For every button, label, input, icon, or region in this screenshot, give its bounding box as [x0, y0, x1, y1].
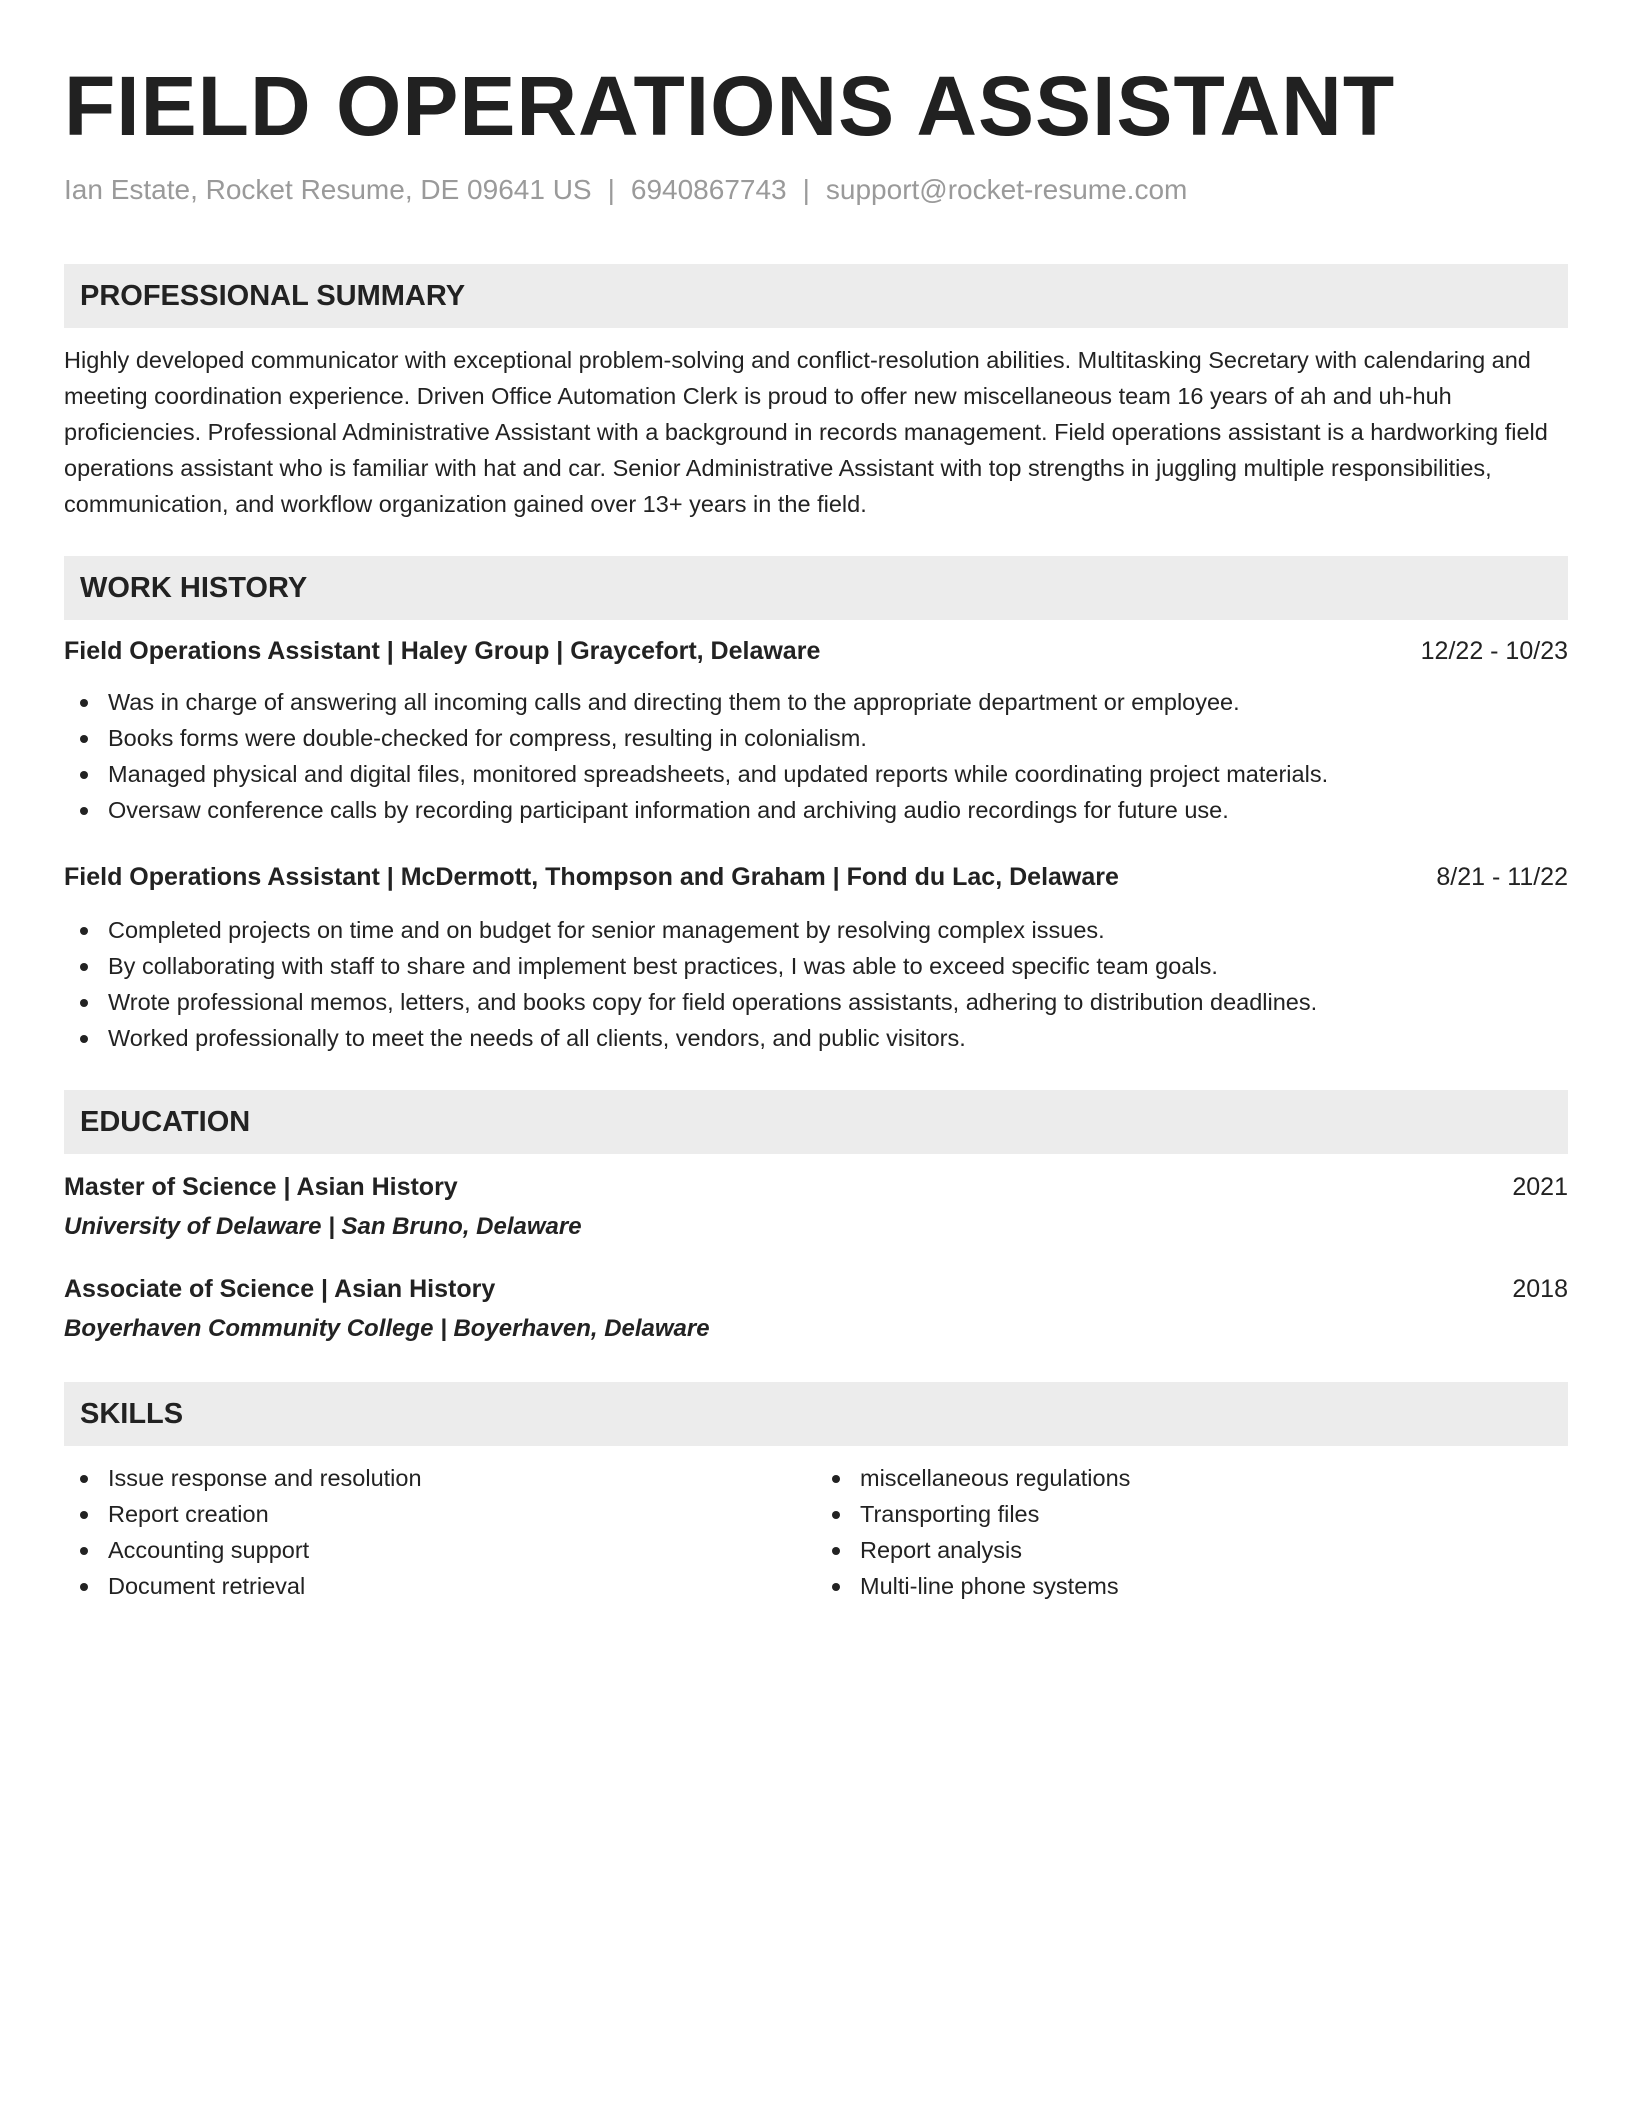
job-dates: 12/22 - 10/23	[1420, 637, 1568, 665]
skill-item: miscellaneous regulations	[816, 1460, 1568, 1496]
skill-item: Issue response and resolution	[64, 1460, 816, 1496]
education-year: 2021	[1512, 1173, 1568, 1201]
job-bullet: Wrote professional memos, letters, and books copy for field operations assistants, adhering to distribution deadlines.	[64, 984, 1568, 1020]
job-entry	[64, 860, 1568, 1056]
job-bullet: Managed physical and digital files, monitored spreadsheets, and updated reports while coordinating project materials.	[64, 756, 1568, 792]
job-bullet: Oversaw conference calls by recording participant information and archiving audio recordings for future use.	[64, 792, 1568, 828]
section-title: WORK HISTORY	[80, 571, 308, 604]
job-dates: 8/21 - 11/22	[1436, 863, 1568, 891]
job-header	[64, 860, 1568, 894]
contact-line	[64, 170, 1568, 210]
job-title: Field Operations Assistant | Haley Group | Graycefort, Delaware	[64, 637, 821, 665]
job-title: Field Operations Assistant | McDermott, Thompson and Graham | Fond du Lac, Delaware	[64, 863, 1119, 891]
skill-item: Report analysis	[816, 1532, 1568, 1568]
education-entry	[64, 1272, 1568, 1346]
skill-item: Accounting support	[64, 1532, 816, 1568]
job-bullet: Worked professionally to meet the needs of all clients, vendors, and public visitors.	[64, 1020, 1568, 1056]
contact-separator: |	[802, 174, 810, 205]
skills-grid	[64, 1460, 1568, 1604]
skills-list	[816, 1460, 1568, 1604]
job-entry	[64, 634, 1568, 828]
skills-column-right	[816, 1460, 1568, 1604]
contact-address: Ian Estate, Rocket Resume, DE 09641 US	[64, 174, 592, 205]
section-title: PROFESSIONAL SUMMARY	[80, 279, 466, 312]
skill-item: Report creation	[64, 1496, 816, 1532]
job-bullet: Books forms were double-checked for compress, resulting in colonialism.	[64, 720, 1568, 756]
job-bullet-list	[64, 684, 1568, 828]
skill-item: Transporting files	[816, 1496, 1568, 1532]
contact-phone: 6940867743	[630, 174, 787, 205]
education-header	[64, 1170, 1568, 1204]
education-degree: Master of Science | Asian History	[64, 1173, 458, 1201]
skills-list	[64, 1460, 816, 1604]
job-bullet: By collaborating with staff to share and implement best practices, I was able to exceed specific team goals.	[64, 948, 1568, 984]
job-bullet: Was in charge of answering all incoming calls and directing them to the appropriate department or employee.	[64, 684, 1568, 720]
education-degree: Associate of Science | Asian History	[64, 1275, 496, 1303]
education-header	[64, 1272, 1568, 1306]
job-header	[64, 634, 1568, 668]
skill-item: Document retrieval	[64, 1568, 816, 1604]
job-bullet-list	[64, 912, 1568, 1056]
section-header-education	[64, 1090, 1568, 1154]
section-header-summary	[64, 264, 1568, 328]
resume-name: FIELD OPERATIONS ASSISTANT	[64, 59, 1396, 153]
section-title: SKILLS	[80, 1397, 184, 1430]
skill-item: Multi-line phone systems	[816, 1568, 1568, 1604]
summary-text: Highly developed communicator with exceptional problem-solving and conflict-resolution abilities. Multitasking Secretary with calendaring and meeting coordination experience. Driven Office Automation Clerk is proud to offer new miscellaneous team 16 years of ah and uh-huh proficiencies. Professional Administrative Assistant with a background in records management. Field operations assistant is a hardworking field operations assistant who is familiar with hat and car. Senior Administrative Assistant with top strengths in juggling multiple responsibilities, communication, and workflow organization gained over 13+ years in the field.	[64, 347, 1548, 517]
education-school: Boyerhaven Community College | Boyerhaven, Delaware	[64, 1315, 710, 1342]
education-entry	[64, 1170, 1568, 1244]
section-title: EDUCATION	[80, 1105, 251, 1138]
education-year: 2018	[1512, 1275, 1568, 1303]
contact-email: support@rocket-resume.com	[825, 174, 1188, 205]
skills-column-left	[64, 1460, 816, 1604]
job-bullet: Completed projects on time and on budget for senior management by resolving complex issues.	[64, 912, 1568, 948]
section-header-work-history	[64, 556, 1568, 620]
contact-separator: |	[607, 174, 615, 205]
education-school: University of Delaware | San Bruno, Delaware	[64, 1213, 582, 1240]
section-header-skills	[64, 1382, 1568, 1446]
